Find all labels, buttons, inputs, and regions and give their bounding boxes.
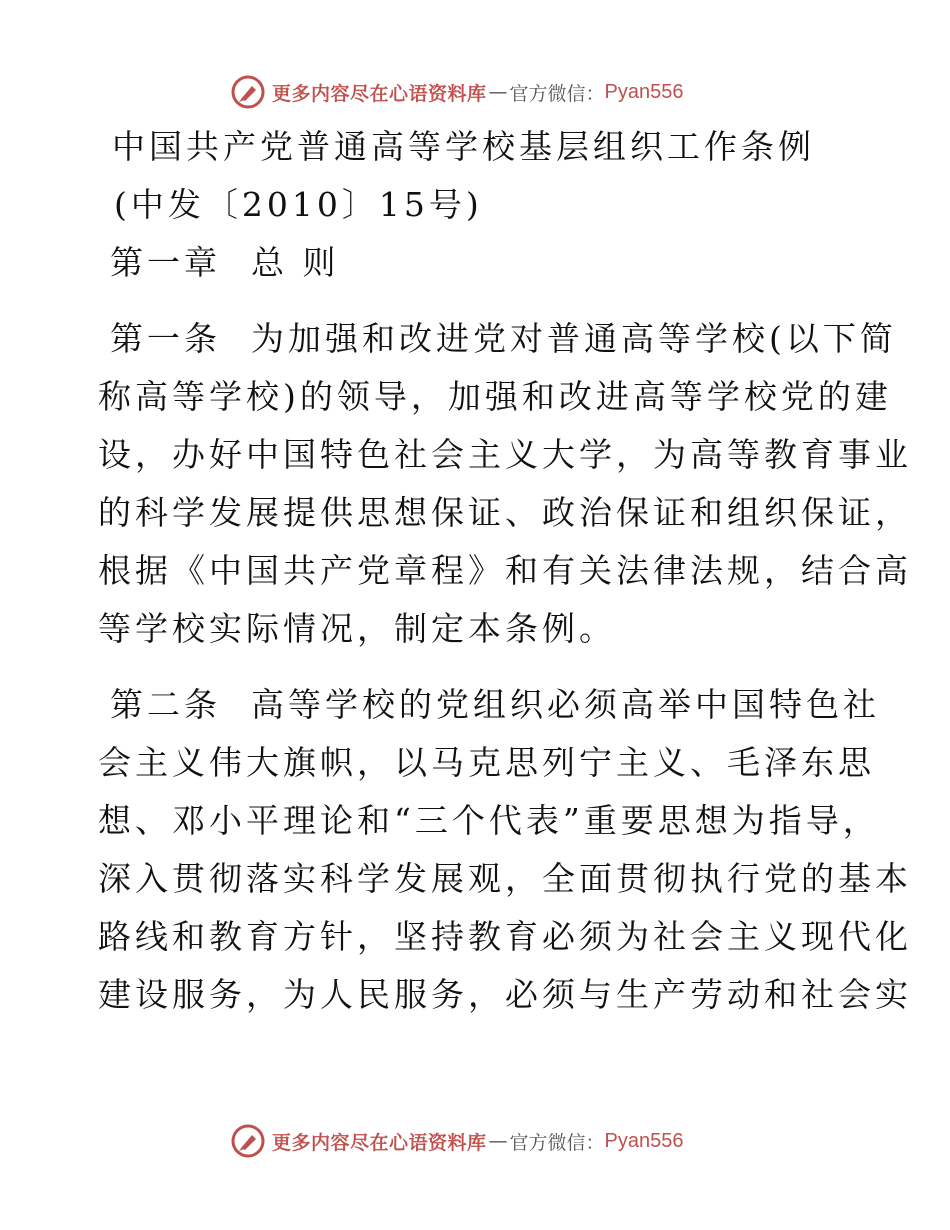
document-title: 中国共产党普通高等学校基层组织工作条例 xyxy=(112,127,815,166)
article-line: 根据《中国共产党章程》和有关法律法规，结合高 xyxy=(98,551,912,590)
banner-dash: — xyxy=(488,81,508,103)
chapter-heading xyxy=(110,234,850,292)
article-line: 称高等学校)的领导，加强和改进高等学校党的建 xyxy=(98,377,892,416)
chapter-number: 第一章 xyxy=(110,243,221,282)
article-line: 路线和教育方针，坚持教育必须为社会主义现代化 xyxy=(98,917,912,956)
fountain-pen-seal-icon xyxy=(230,74,266,110)
article-line: 第二条 高等学校的党组织必须高举中国特色社 xyxy=(110,685,880,724)
fountain-pen-seal-icon xyxy=(230,1123,266,1159)
article-line: 想、邓小平理论和“三个代表”重要思想为指导， xyxy=(98,801,880,840)
article-2 xyxy=(98,676,912,1024)
document-number: (中发〔2010〕15号) xyxy=(114,185,483,224)
article-line: 设，办好中国特色社会主义大学，为高等教育事业 xyxy=(98,435,912,474)
banner-text: 更多内容尽在心语资料库 xyxy=(272,82,487,105)
banner-wechat-id: Pyan556 xyxy=(604,1129,684,1152)
article-line: 建设服务，为人民服务，必须与生产劳动和社会实 xyxy=(98,975,912,1014)
footer-banner xyxy=(230,1121,684,1161)
chapter-title: 总 则 xyxy=(251,243,340,282)
article-line: 等学校实际情况，制定本条例。 xyxy=(98,609,616,648)
article-label: 第一条 xyxy=(110,319,221,358)
article-label: 第二条 xyxy=(110,685,221,724)
header-banner xyxy=(230,72,684,112)
article-line: 的科学发展提供思想保证、政治保证和组织保证， xyxy=(98,493,912,532)
article-line: 会主义伟大旗帜，以马克思列宁主义、毛泽东思 xyxy=(98,743,875,782)
banner-wechat-label: 官方微信： xyxy=(509,82,605,105)
document-body xyxy=(98,118,912,1024)
article-line: 深入贯彻落实科学发展观，全面贯彻执行党的基本 xyxy=(98,859,912,898)
banner-text: 更多内容尽在心语资料库 xyxy=(272,1131,487,1154)
article-1 xyxy=(98,310,912,658)
banner-wechat-id: Pyan556 xyxy=(604,80,684,103)
banner-dash: — xyxy=(488,1130,508,1152)
article-line: 第一条 为加强和改进党对普通高等学校(以下简 xyxy=(110,319,897,358)
banner-wechat-label: 官方微信： xyxy=(509,1131,605,1154)
